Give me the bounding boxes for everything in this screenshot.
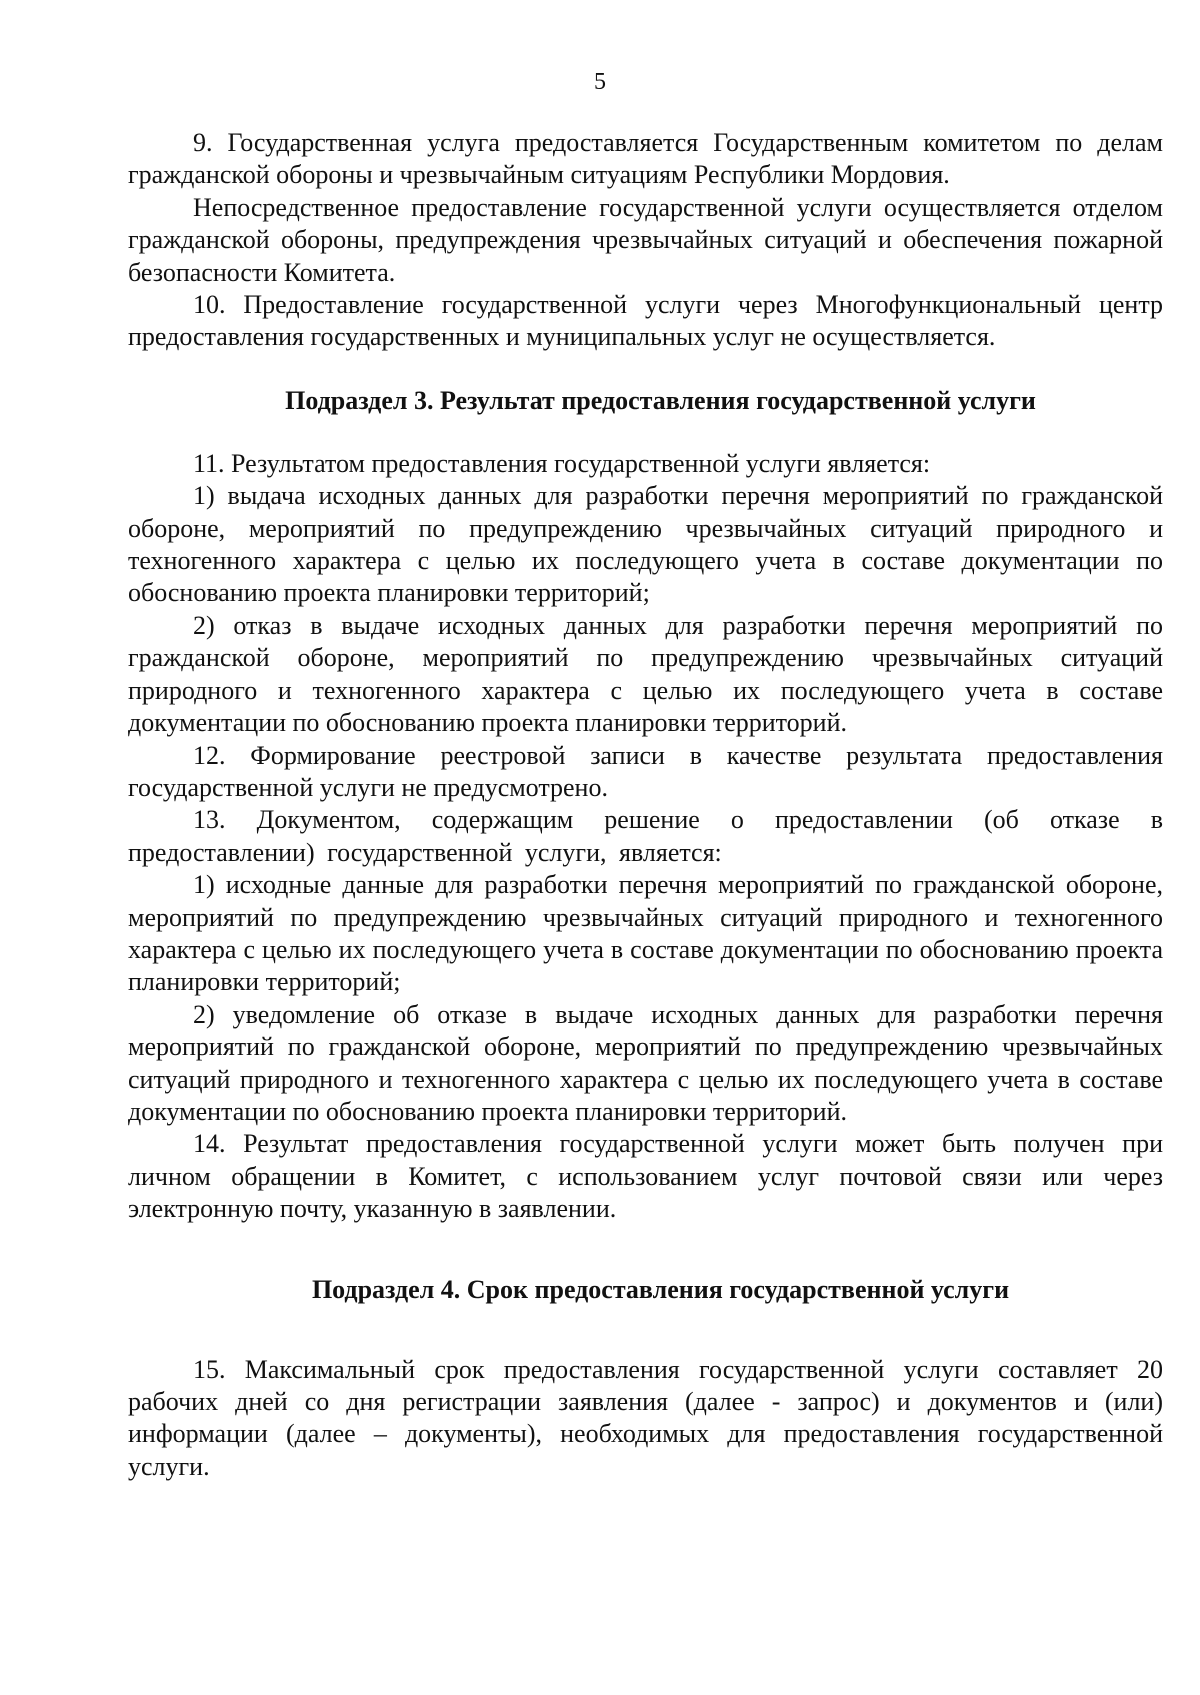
paragraph-13: 13. Документом, содержащим решение о предоставлении (об отказе в предоставлении) государственной услуги, является: bbox=[128, 805, 1163, 867]
paragraph-15: 15. Максимальный срок предоставления государственной услуги составляет 20 рабочих дней со дня регистрации заявления (далее - запрос) и документов и (или) информации (далее – документы), необходимых для предоставления государственной услуги. bbox=[128, 1354, 1163, 1481]
paragraph-9-continuation: Непосредственное предоставление государственной услуги осуществляется отделом гражданской обороны, предупреждения чрезвычайных ситуаций и обеспечения пожарной безопасности Комитета. bbox=[128, 192, 1163, 287]
subsection-3-heading: Подраздел 3. Результат предоставления государственной услуги bbox=[285, 385, 1036, 415]
document-body bbox=[128, 127, 1163, 1483]
paragraph-13-item-1: 1) исходные данные для разработки перечня мероприятий по гражданской обороне, мероприятий по предупреждению чрезвычайных ситуаций природного и техногенного характера с целью их последующего учета в составе документации по обоснованию проекта планировки территорий; bbox=[128, 870, 1163, 997]
paragraph-13-item-2: 2) уведомление об отказе в выдаче исходных данных для разработки перечня мероприятий по гражданской обороне, мероприятий по предупреждению чрезвычайных ситуаций природного и техногенного характера с целью их последующего учета в составе документации по обоснованию проекта планировки территорий. bbox=[128, 999, 1163, 1126]
paragraph-10: 10. Предоставление государственной услуги через Многофункциональный центр предоставления государственных и муниципальных услуг не осуществляется. bbox=[128, 290, 1163, 352]
paragraph-11-item-2: 2) отказ в выдаче исходных данных для разработки перечня мероприятий по гражданской обороне, мероприятий по предупреждению чрезвычайных ситуаций природного и техногенного характера с целью их последующего учета в составе документации по обоснованию проекта планировки территорий. bbox=[128, 610, 1163, 738]
paragraph-11: 11. Результатом предоставления государственной услуги является: bbox=[193, 448, 931, 478]
paragraph-11-item-1: 1) выдача исходных данных для разработки перечня мероприятий по гражданской обороне, мероприятий по предупреждению чрезвычайных ситуаций природного и техногенного характера с целью их последующего учета в составе документации по обоснованию проекта планировки территорий; bbox=[128, 481, 1163, 608]
paragraph-9: 9. Государственная услуга предоставляется Государственным комитетом по делам гражданской обороны и чрезвычайным ситуациям Республики Мордовия. bbox=[128, 128, 1163, 190]
paragraph-12: 12. Формирование реестровой записи в качестве результата предоставления государственной услуги не предусмотрено. bbox=[128, 740, 1163, 802]
page-number: 5 bbox=[594, 69, 606, 95]
subsection-4-heading: Подраздел 4. Срок предоставления государственной услуги bbox=[311, 1274, 1010, 1304]
paragraph-14: 14. Результат предоставления государственной услуги может быть получен при личном обращении в Комитет, с использованием услуг почтовой связи или через электронную почту, указанную в заявлении. bbox=[128, 1129, 1163, 1224]
